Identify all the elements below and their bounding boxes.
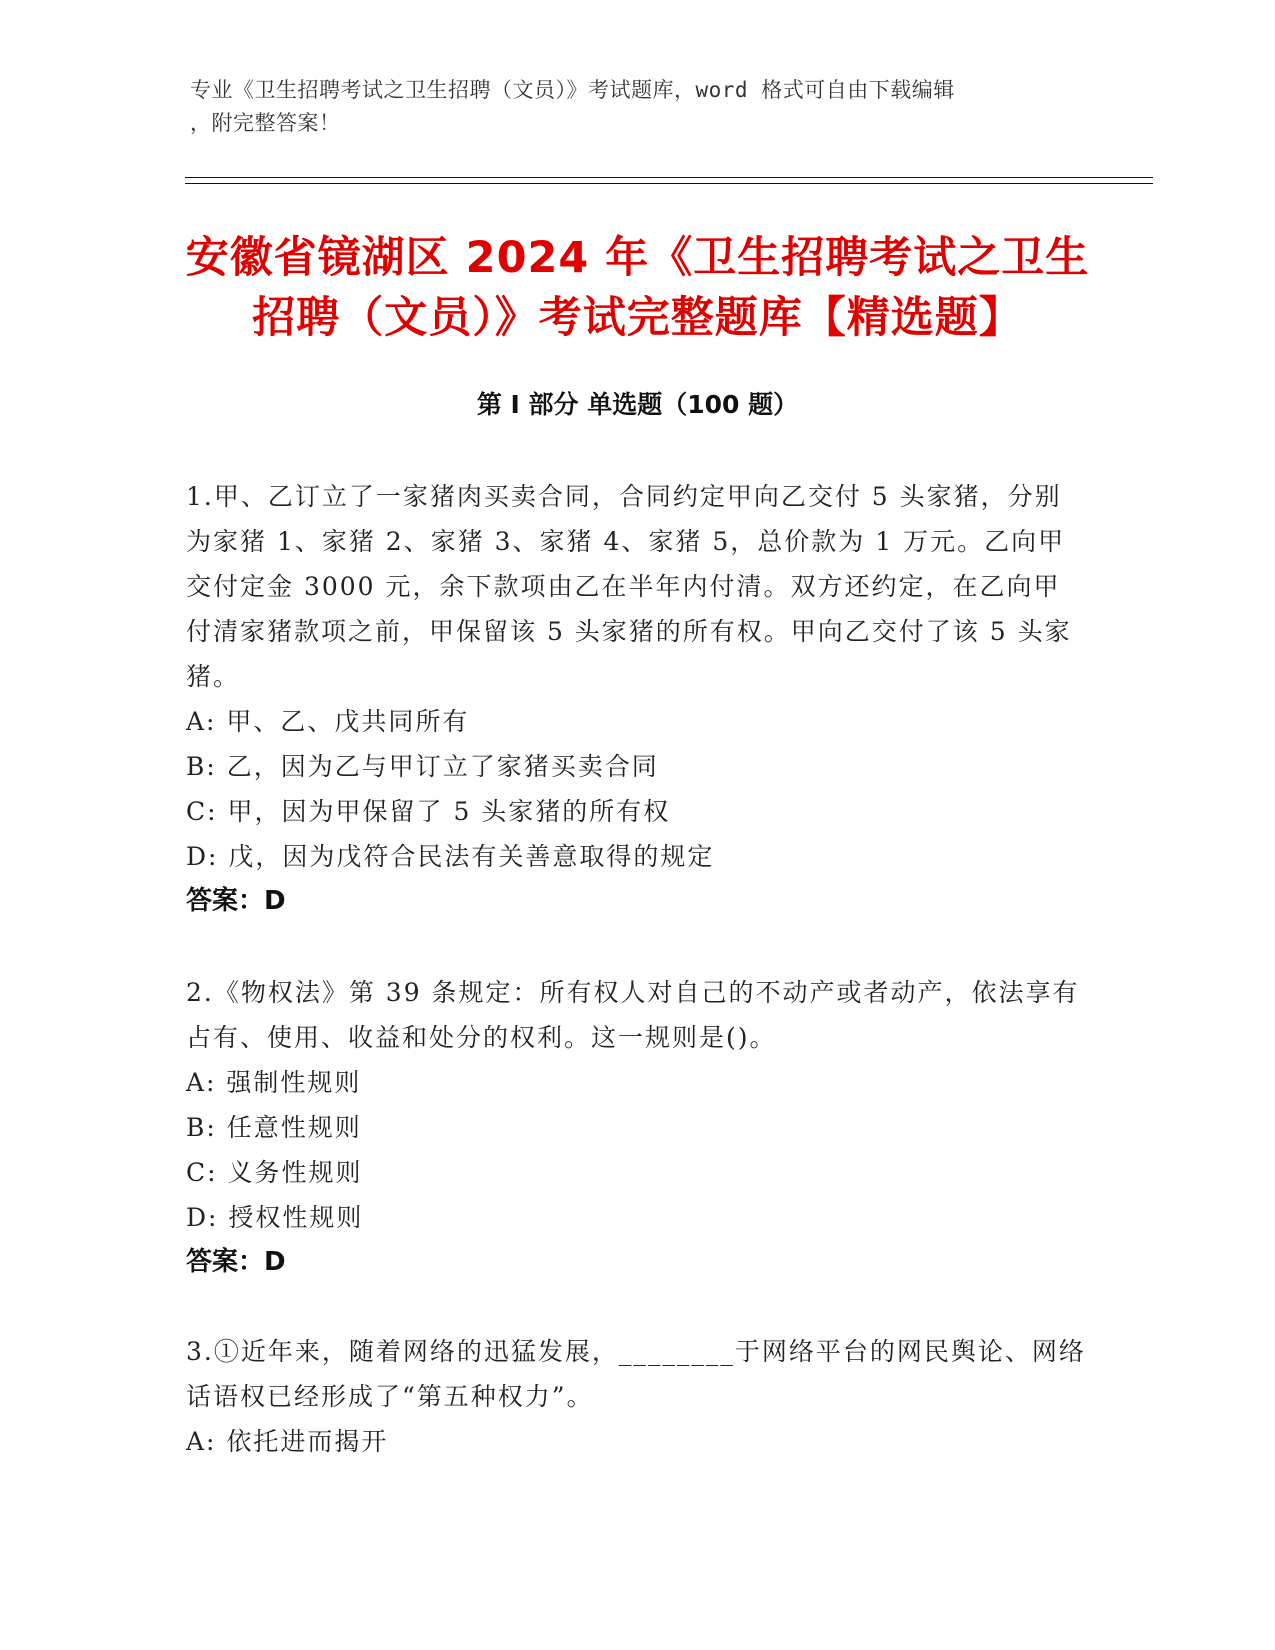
header-note bbox=[190, 74, 1090, 140]
option-b: B: 任意性规则 bbox=[186, 1113, 362, 1142]
option-d: D: 戊，因为戊符合民法有关善意取得的规定 bbox=[186, 842, 715, 871]
option-d: D: 授权性规则 bbox=[186, 1203, 364, 1232]
option-a: A: 甲、乙、戊共同所有 bbox=[186, 707, 470, 736]
option-a: A: 依托进而揭开 bbox=[186, 1427, 389, 1456]
header-divider-top bbox=[185, 177, 1153, 178]
header-note-line-1: 专业《卫生招聘考试之卫生招聘（文员）》考试题库，word 格式可自由下载编辑 bbox=[190, 78, 955, 102]
document-title-line-2: 招聘（文员）》考试完整题库【精选题】 bbox=[252, 293, 1023, 343]
header-divider-bottom bbox=[185, 183, 1153, 184]
question-1 bbox=[186, 474, 1086, 924]
section-heading: 第 I 部分 单选题（100 题） bbox=[476, 390, 799, 419]
option-a: A: 强制性规则 bbox=[186, 1068, 362, 1097]
document-title-line-1: 安徽省镜湖区 2024 年《卫生招聘考试之卫生 bbox=[185, 233, 1090, 283]
question-2 bbox=[186, 970, 1086, 1285]
option-c: C: 义务性规则 bbox=[186, 1158, 363, 1187]
option-c: C: 甲，因为甲保留了 5 头家猪的所有权 bbox=[186, 797, 671, 826]
question-3 bbox=[186, 1329, 1086, 1464]
question-stem: 3.①近年来，随着网络的迅猛发展，________于网络平台的网民舆论、网络话语权已经形成了“第五种权力”。 bbox=[186, 1337, 1086, 1411]
answer: 答案：D bbox=[186, 1247, 286, 1277]
question-stem: 1.甲、乙订立了一家猪肉买卖合同，合同约定甲向乙交付 5 头家猪，分别为家猪 1、家猪 2、家猪 3、家猪 4、家猪 5，总价款为 1 万元。乙向甲交付定金 3000 元，余下款项由乙在半年内付清。双方还约定，在乙向甲付清家猪款项之前，甲保留该 5 头家猪的所有权。甲向乙交付了该 5 头家猪。 bbox=[186, 482, 1072, 691]
document-title bbox=[150, 228, 1125, 348]
option-b: B: 乙，因为乙与甲订立了家猪买卖合同 bbox=[186, 752, 659, 781]
answer: 答案：D bbox=[186, 886, 286, 916]
header-note-line-2: ，附完整答案！ bbox=[190, 111, 341, 135]
question-stem: 2.《物权法》第 39 条规定：所有权人对自己的不动产或者动产，依法享有占有、使用、收益和处分的权利。这一规则是()。 bbox=[186, 978, 1080, 1052]
